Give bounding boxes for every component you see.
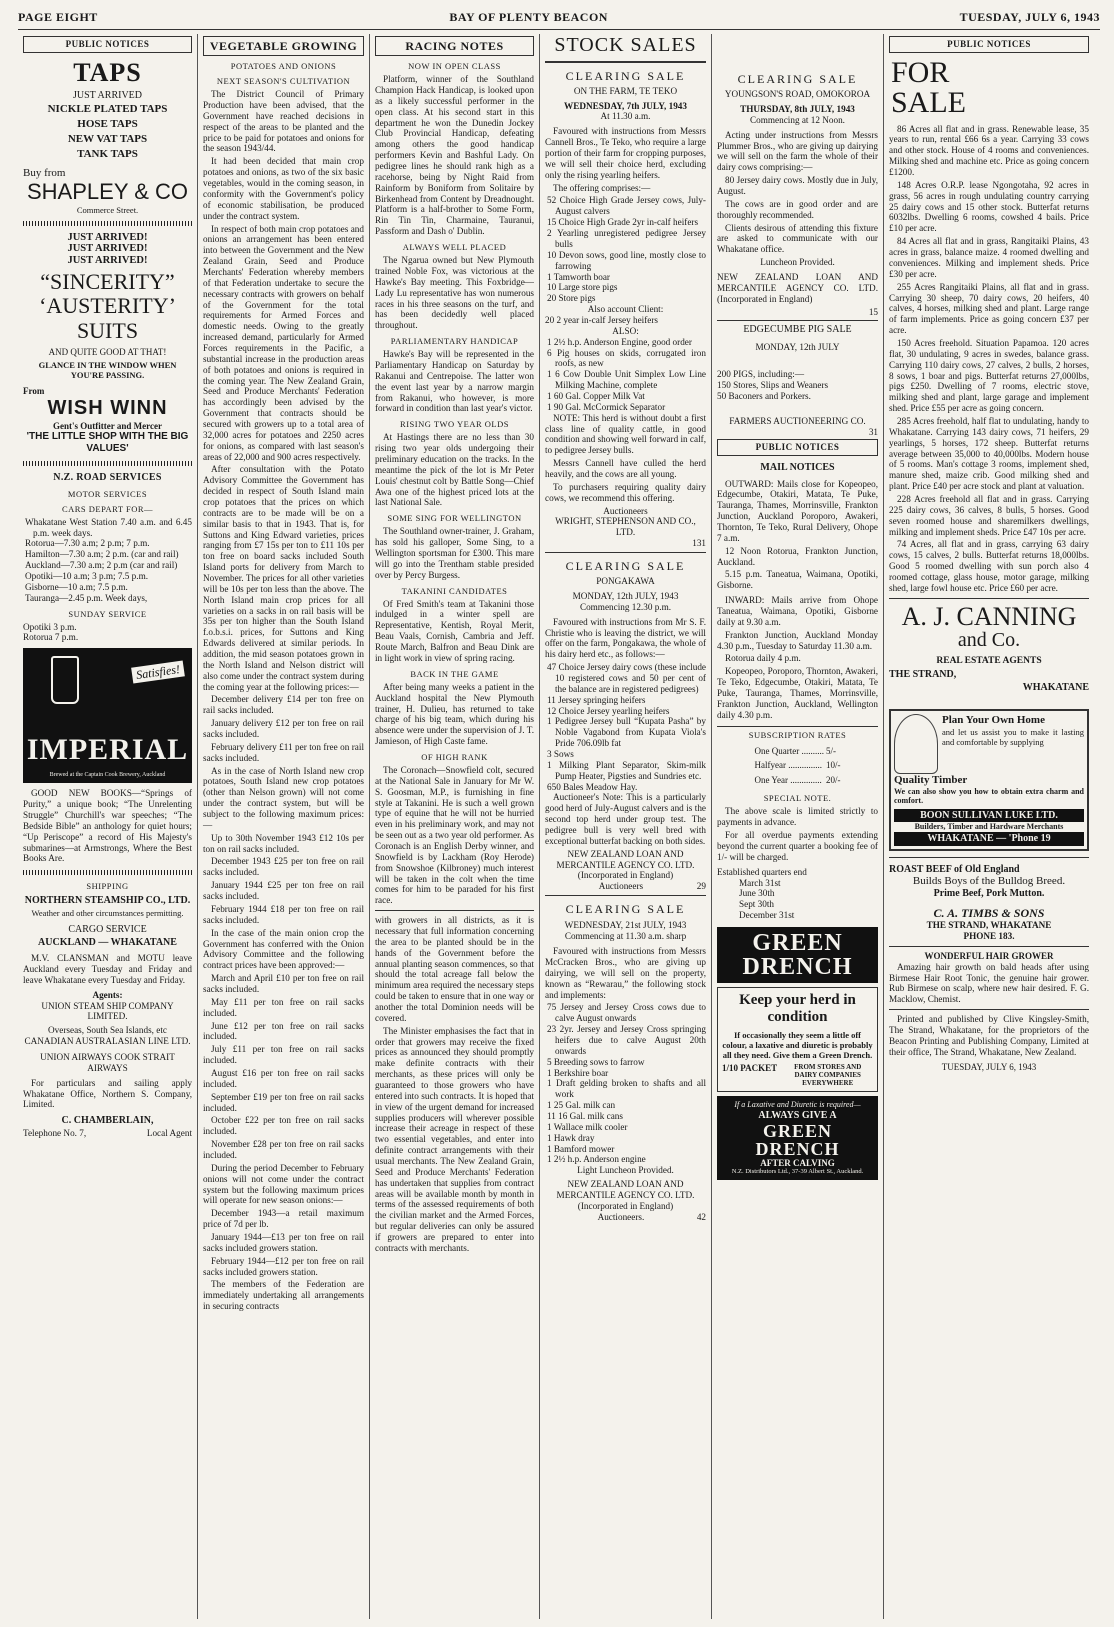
special-note-head: SPECIAL NOTE. <box>763 793 832 804</box>
article-paragraph: The Southland owner-trainer, J. Graham, has sold his galloper, Some Sing, to a Wellington sportsman for £300. This mare will go into the Trentham stable presided over by Percy Burgess. <box>375 526 534 580</box>
stock-item: 20 Store pigs <box>547 293 596 304</box>
stock-item: 650 Bales Meadow Hay. <box>547 781 638 792</box>
drench-body: If occasionally they seem a little off colour, a laxative and diuretic is probably all they need. Give them a Green Drench. <box>722 1029 873 1060</box>
article-subhead: OF HIGH RANK <box>421 751 488 762</box>
taps-line: JUST ARRIVED <box>73 90 142 102</box>
column-public-notices <box>18 34 198 1619</box>
shapley-address: Commerce Street. <box>76 204 139 215</box>
mail-five: 5.15 p.m. Taneatua, Waimana, Opotiki, Gisborne. <box>717 569 878 591</box>
stock-item: 1 Wallace milk cooler <box>547 1121 628 1132</box>
article-paragraph: January 1944—£13 per ton free on rail sacks included growers station. <box>203 1231 364 1253</box>
chamberlain: C. CHAMBERLAIN, <box>61 1115 154 1127</box>
article-paragraph: January delivery £12 per ton free on rail sacks included. <box>203 718 364 740</box>
section-header: VEGETABLE GROWING <box>203 36 364 56</box>
just-arrived: JUST ARRIVED! <box>67 243 148 255</box>
clearing-sale-head: CLEARING SALE <box>565 902 686 917</box>
article-subhead: RISING TWO YEAR OLDS <box>400 419 509 430</box>
quarters-head: Established quarters end <box>717 866 807 877</box>
article-paragraph: December 1943 £25 per ton free on rail sacks included. <box>203 856 364 878</box>
sale-date: WEDNESDAY, 7th JULY, 1943 <box>564 100 687 111</box>
article-paragraph: March and April £10 per ton free on rail sacks included. <box>203 973 364 994</box>
article-paragraph: December 1943—a retail maximum price of 7d per lb. <box>203 1208 364 1230</box>
incorporated: (Incorporated in England) <box>577 1200 674 1211</box>
stock-item: 1 Hawk dray <box>547 1132 595 1143</box>
sale-time: Commencing at 12 Noon. <box>750 114 845 125</box>
mail-kopeopeo: Kopeopeo, Poroporo, Thornton, Awakeri, Te Teko, Edgecumbe, Otakiri, Matata, Te Puke, Tauranga, Thames, Morrinsville, Frankton Junction, Auckland, Wellington daily 4.30 p.m. <box>717 666 878 720</box>
property-listing: 84 Acres all flat and in grass, Rangitaiki Plains, 43 acres in grass, balance maize. 4 roomed dwelling and conveniences. Milking and implement sheds. Price £30 per acre. <box>889 236 1089 279</box>
article-paragraph: It had been decided that main crop potatoes and onions, as two of the six basic vegetables, would in the coming season, in conformity with the Government's policy of economic stabilisation, be produced under the contract system. <box>203 156 364 221</box>
agent-contact <box>23 1128 192 1139</box>
sale-note: Messrs Cannell have culled the herd heavily, and the cows are all young. <box>545 458 706 479</box>
union-steam: UNION STEAM SHIP COMPANY LIMITED. <box>41 1000 174 1022</box>
mail-outward: OUTWARD: Mails close for Kopeopeo, Edgecumbe, Otakiri, Matata, Te Puke, Tauranga, Thames, Morrinsville, Frankton Junction, Auckland Poroporo, Awakeri, Thornton, Te Teko, Rural Delivery, Ohope 7 a.m. <box>717 478 878 543</box>
stock-item: 80 Jersey dairy cows. Mostly due in July, August. <box>717 175 878 197</box>
article-paragraph: May £11 per ton free on rail sacks included. <box>203 996 364 1018</box>
ad-number: 31 <box>868 426 878 437</box>
divider <box>23 870 192 875</box>
imperial-brewery: Brewed at the Captain Cook Brewery, Auckland <box>49 772 166 779</box>
luncheon: Luncheon Provided. <box>760 257 835 268</box>
stock-item: 1 2½ h.p. Anderson engine <box>547 1154 646 1165</box>
column-stock-sales <box>540 34 712 1619</box>
article-paragraph: January 1944 £25 per ton free on rail sacks included. <box>203 880 364 902</box>
article-subhead: BACK IN THE GAME <box>410 668 499 679</box>
pig-firm: FARMERS AUCTIONEERING CO. <box>729 415 866 426</box>
canning-name: A. J. CANNING <box>901 601 1077 631</box>
books-notice: GOOD NEW BOOKS—“Springs of Purity,” a unique book; “The Unrelenting Struggle” Churchill's war speeches; “The Bedside Bible” an anthology for quiet hours; “Up Periscope” a record of His Majesty's submarines—at Armstrongs, Where the Best Books Are. <box>23 788 192 864</box>
stock-sales-title: STOCK SALES <box>545 34 706 63</box>
article-paragraph: with growers in all districts, as it is necessary that full information concerning the area to be planted should be in the hands of the Government before the annual planting season commences, so that should the total acreage fall below the minimum area required the necessary steps could be taken to ensure that in one way or another the total Dominion needs will be covered. <box>375 915 534 1023</box>
rate-row: One Year .............. 20/- <box>754 774 841 785</box>
property-listing: 228 Acres freehold all flat and in grass. Carrying 225 dairy cows, 36 calves, 8 bulls, 5 horses. Good seven roomed house and sharemilkers dwellings, milking and implement sheds. Price £47 10s per acre. <box>889 493 1089 537</box>
stock-list <box>545 662 706 792</box>
sunday-service: SUNDAY SERVICE <box>68 608 147 619</box>
implement-item: 1 60 Gal. Copper Milk Vat <box>547 390 645 401</box>
article-paragraph: June £12 per ton free on rail sacks included. <box>203 1020 364 1042</box>
column-vegetable-growing <box>198 34 370 1619</box>
page-number: PAGE EIGHT <box>18 10 98 24</box>
timetable-row: Tauranga—2.45 p.m. Week days, <box>25 592 148 603</box>
pig-item: 50 Baconers and Porkers. <box>717 390 811 401</box>
sale-location: ON THE FARM, TE TEKO <box>573 85 678 96</box>
imperial-word: IMPERIAL <box>26 732 189 766</box>
stock-item: 10 Devon sows, good line, mostly close to farrowing <box>547 249 706 271</box>
article-paragraph: October £22 per ton free on rail sacks included. <box>203 1115 364 1137</box>
timetable-row: Rotorua 7 p.m. <box>23 632 79 643</box>
article-subhead: ALWAYS WELL PLACED <box>402 242 507 253</box>
subscription-head: SUBSCRIPTION RATES <box>717 726 878 740</box>
article-subhead: NOW IN OPEN CLASS <box>408 61 501 72</box>
sale-date: THURSDAY, 8th JULY, 1943 <box>740 104 855 115</box>
ad-number: 15 <box>868 306 878 317</box>
property-listings <box>889 124 1089 594</box>
timetable-row: Auckland—7.30 a.m; 2 p.m (car and rail) <box>25 560 178 571</box>
special-note: For all overdue payments extending beyond the current quarter a booking fee of 1/- will be charged. <box>717 830 878 862</box>
canadian-line: CANADIAN AUSTRALASIAN LINE LTD. <box>24 1036 191 1047</box>
rate-row: One Quarter .......... 5/- <box>754 745 836 756</box>
article-paragraph: February 1944—£12 per ton free on rail sacks included growers station. <box>203 1255 364 1277</box>
glance-text: GLANCE IN THE WINDOW WHEN YOU'RE PASSING. <box>38 360 177 381</box>
column-racing-notes <box>370 34 540 1619</box>
taps-line: NEW VAT TAPS <box>67 132 148 145</box>
property-listing: 148 Acres O.R.P. lease Ngongotaha, 92 acres in grass, 56 acres in rough undulating country carrying 25 dairy cows and 15 other stock. Butterfat returns 6032lbs. Dwelling 6 rooms, cowshed 4 bails. Price £10 per acre. <box>889 179 1089 234</box>
property-listing: 285 Acres freehold, half flat to undulating, handy to Whakatane. Carrying 143 dairy cows, 71 heifers, 29 yearlings, 5 horses, 172 sheep. Butterfat returns average between 35,000 to 40,000lbs. Modern house of 5 rooms. Man's cottage 3 rooms, implement shed, manure shed, maize crib. Good milking shed and plant. Price £40 per acre stock and plant at valuation. <box>889 415 1089 492</box>
special-note: The above scale is limited strictly to payments in advance. <box>717 806 878 828</box>
drench-after: AFTER CALVING <box>760 1157 835 1168</box>
stock-item: 2 Yearling unregistered pedigree Jersey bulls <box>547 228 706 249</box>
suits-line: ‘AUSTERITY’ <box>39 293 176 319</box>
plan-home: Plan Your Own Home <box>942 713 1045 726</box>
article-body <box>203 89 364 1312</box>
printed-by: Printed and published by Clive Kingsley-Smith, The Strand, Whakatane, for the proprietors of the Beacon Printing and Publishing Company, Limited at their office, The Strand, Whakatane, New Zealand. <box>889 1014 1089 1057</box>
paper-name: BAY OF PLENTY BEACON <box>449 10 608 24</box>
buy-from: Buy from <box>23 167 66 180</box>
mail-noon: 12 Noon Rotorua, Frankton Junction, Auckland. <box>717 545 878 567</box>
sale-note: NOTE: This herd is without doubt a first class line of quality cattle, in good condition and showing well forward in calf, to pedigree Jersey bulls. <box>545 412 706 456</box>
suits-line: SUITS <box>76 317 139 343</box>
mail-rotorua: Rotorua daily 4 p.m. <box>725 653 801 664</box>
implement-item: 1 6 Cow Double Unit Simplex Low Line Milking Machine, complete <box>547 369 706 391</box>
pig-item: 200 PIGS, including:— <box>717 369 805 380</box>
timbs-address: THE STRAND, WHAKATANE <box>926 920 1052 931</box>
footer-date: TUESDAY, JULY 6, 1943 <box>941 1061 1037 1072</box>
cars-depart: CARS DEPART FOR— <box>61 503 154 514</box>
drench-dist: N.Z. Distributors Ltd., 37-39 Albert St., Auckland. <box>731 1168 864 1176</box>
drench-if: If a Laxative and Diuretic is required— <box>734 1100 861 1110</box>
stock-item: 12 Choice Jersey yearling heifers <box>547 705 670 716</box>
auctioneer-firm: NEW ZEALAND LOAN AND MERCANTILE AGENCY CO. LTD. <box>556 848 695 870</box>
stock-item: 1 25 Gal. milk can <box>547 1100 616 1111</box>
article-paragraph: Up to 30th November 1943 £12 10s per ton on rail sacks included. <box>203 832 364 854</box>
cargo-service: CARGO SERVICE <box>68 923 147 935</box>
article-paragraph: February delivery £11 per ton free on rail sacks included. <box>203 741 364 763</box>
article-paragraph: The Ngarua owned but New Plymouth trained Noble Fox, was victorious at the Hawke's Bay meeting. This Foxbridge—Lady Lu representative has won numerous races in his three seasons on the turf, and has been decidedly well placed throughout. <box>375 255 534 331</box>
auctioneers-label: Auctioneers <box>603 505 648 516</box>
clearing-sale-head: CLEARING SALE <box>565 68 686 83</box>
article-subhead: PARLIAMENTARY HANDICAP <box>390 336 519 347</box>
sale-note: Clients desirous of attending this fixture are asked to communicate with our Whakatane office. <box>717 222 878 255</box>
clearing-sale-head: CLEARING SALE <box>565 558 686 573</box>
stock-item: 52 Choice High Grade Jersey cows, July-August calvers <box>547 195 706 217</box>
sale-note: To purchasers requiring quality dairy cows, we recommend this offering. <box>545 481 706 503</box>
luncheon: Light Luncheon Provided. <box>577 1165 674 1176</box>
article-paragraph: At Hastings there are no less than 30 rising two year olds undergoing their preliminary education on the tracks. In the meantime the pick of the lot is Mr Peter Louis' chestnut colt by Battle Song—Chief Awa one of the highest priced lots at the last National Sale. <box>375 432 534 508</box>
plan-body: and let us assist you to make it lasting and comfortable by supplying <box>942 726 1084 747</box>
article-paragraph: As in the case of North Island new crop potatoes, South Island new crop potatoes (other than Nelson grown) will not come under the contract system, but will be subject to the following maximum prices:— <box>203 765 364 830</box>
subscription-table <box>753 743 843 789</box>
northern-steamship: NORTHERN STEAMSHIP CO., LTD. <box>24 895 191 907</box>
stock-item: 1 Tamworth boar <box>547 271 610 282</box>
auctioneer-firm: NEW ZEALAND LOAN AND MERCANTILE AGENCY CO. LTD. (Incorporated in England) <box>717 272 878 304</box>
sale-date: WEDNESDAY, 21st JULY, 1943 <box>564 920 687 931</box>
drench-title-2: GREEN DRENCH <box>755 1120 840 1159</box>
auckland-whakatane: AUCKLAND — WHAKATANE <box>38 936 177 948</box>
property-listing: 86 Acres all flat and in grass. Renewable lease, 35 years to run, rental £66 6s a year. Carrying 33 cows and other stock. House of 4 rooms and conveniences. Milking shed and machine etc. Price as going concern £1200. <box>889 123 1089 178</box>
article-subhead: NEXT SEASON'S CULTIVATION <box>216 76 351 87</box>
drench-always: ALWAYS GIVE A <box>758 1109 837 1121</box>
stock-list <box>545 1002 706 1165</box>
timetable-row: Opotiki—10 a.m; 3 p.m; 7.5 p.m. <box>25 571 149 581</box>
stock-item: 47 Choice Jersey dairy cows (these include 10 registered cows and 50 per cent of the balance are in registered pedigrees) <box>547 662 706 694</box>
article-paragraph: The Minister emphasises the fact that in order that growers may receive the fixed prices as announced they should promptly make definite contracts with their merchants, as these prices will only be guaranteed to those growers who have entered into such contracts. It is hoped that in view of the urgent demand for increased supplies producers will wherever possible increase their acreage in respect of these two essential vegetables, and enter into definite contract arrangements with their usual merchants. The New Zealand Grain, Seed and Produce Merchants' Federation has undertaken that supplies from contract areas will be available month by month in terms of the assessed requirements of both the civilian market and the Armed Forces, but regular deliveries can only be assured if growers are prepared to enter into contracts with merchants. <box>375 1025 534 1253</box>
article-paragraph: The District Council of Primary Production have been advised, that the Government have reached decisions in respect of the areas to be planted and the price to be paid for potatoes and onions for the season 1943/44. <box>203 89 364 154</box>
sale-offering: The offering comprises:— <box>553 182 651 193</box>
quality-timber: Quality Timber <box>894 773 968 786</box>
sale-time: At 11.30 a.m. <box>600 111 651 122</box>
overseas: Overseas, South Sea Islands, etc <box>48 1025 167 1036</box>
property-listing: 74 Acres, all flat and in grass, carrying 63 dairy cows, 15 calves, 2 bulls. Butterfat returns 18,000lbs. Good 5 roomed dwelling with sun porch also 4 roomed cottage, glass house, motor garage, milking shed, large fowl house etc. Price £60 per acre. <box>889 539 1089 593</box>
hair-head: WONDERFUL HAIR GROWER <box>924 951 1054 962</box>
drench-keep: Keep your herd in condition <box>739 992 856 1026</box>
just-arrived: JUST ARRIVED! <box>67 254 148 266</box>
stock-item: 10 Large store pigs <box>547 282 618 293</box>
article-paragraph: After consultation with the Potato Advisory Committee the Government has decided in respect of South Island main crop potatoes that the prices on which contracts are to be made will be on a similar basis to that in 1943. That is, for Suttons and King Edward varieties, prices ranging from £7 15s per ton to £11 10s per ton free on board sacks included South Island ports for delivery from March to November. The prices for all other varieties will be 10s per ton less than the above. The North Island main crop prices for all varieties on a sacks in on rail basis will be 35s per ton higher than the South Island f.o.b.s.i. prices, for Suttons and King Edwards delivered at similar periods. In addition, the mid season potatoes grown in the North Island and Nelson district will also come under the contract system during the coming year at the following prices:— <box>203 464 364 692</box>
airways: UNION AIRWAYS COOK STRAIT AIRWAYS <box>40 1052 175 1073</box>
boon-sullivan-ad <box>889 709 1089 851</box>
article-paragraph: August £16 per ton free on rail sacks included. <box>203 1067 364 1089</box>
article-subhead: TAKANINI CANDIDATES <box>401 585 508 596</box>
drench-footer <box>717 1096 878 1180</box>
timetable-row: Gisborne—10 a.m; 7.5 p.m. <box>25 581 128 592</box>
bird-illustration-icon <box>894 714 938 774</box>
article-paragraph: Hawke's Bay will be represented in the Parliamentary Handicap on Saturday by Rakanui and Centrepoise. The latter won the event last year by a narrow margin from Rakanui, who however, is more forward in condition than last year's victor. <box>375 349 534 414</box>
taps-line: HOSE TAPS <box>77 117 138 130</box>
implement-item: 1 2½ h.p. Anderson Engine, good order <box>547 336 692 347</box>
drench-stores: FROM STORES AND DAIRY COMPANIES EVERYWHERE <box>794 1062 862 1088</box>
for-sale-title: FOR SALE <box>891 55 966 119</box>
drench-body-box <box>717 987 878 1092</box>
divider <box>23 461 192 466</box>
implement-item: 6 Pig houses on skids, corrugated iron roofs, as new <box>547 347 706 369</box>
stock-item: 1 Milking Plant Separator, Skim-milk Pump Heater, Pigsties and Sundries etc. <box>547 759 706 781</box>
outfitter: Gent's Outfitter and Mercer <box>53 420 162 431</box>
particulars: For particulars and sailing apply Whakatane Office, Northern S. Company, Limited. <box>23 1077 192 1110</box>
stock-item: 15 Choice High Grade 2yr in-calf heifers <box>547 217 699 228</box>
from-text: From <box>23 386 45 397</box>
imperial-ad <box>23 648 192 783</box>
column-for-sale <box>884 34 1094 1619</box>
weather-note: Weather and other circumstances permitting. <box>31 907 184 918</box>
article-paragraph: Of Fred Smith's team at Takanini those indulged in a winter spell are Representative, Kentish, Royal Merit, Beau Vaals, Cornish, Cambria and Jeff. Route March, Balfron and Beau Dink are in light work in view of spring racing. <box>375 598 534 663</box>
sale-intro: Favoured with instructions from Messrs McCracken Bros., who are giving up dairying, we will sell on the property, known as “Rewarau,” the following stock and implements: <box>545 946 706 1000</box>
canning-co: and Co. <box>957 629 1021 651</box>
prime-meat: Prime Beef, Pork Mutton. <box>933 888 1045 900</box>
show-text: We can also show you how to obtain extra charm and comfort. <box>894 786 1084 806</box>
ad-number: 42 <box>696 1211 706 1222</box>
article-paragraph: The members of the Federation are immediately undertaking all arrangements in securing contracts <box>203 1279 364 1312</box>
drench-price: 1/10 PACKET <box>722 1062 778 1073</box>
stock-item: 23 2yr. Jersey and Jersey Cross springing heifers due to calve August 20th onwards <box>547 1024 706 1056</box>
stock-item: 11 16 Gal. milk cans <box>547 1110 623 1121</box>
telephone: Telephone No. 7, <box>23 1127 87 1138</box>
suits-line: “SINCERITY” <box>40 269 175 295</box>
quarter-list: March 31st June 30th Sept 30th December 31st <box>739 877 795 921</box>
auctioneers-label: Auctioneers <box>598 881 644 892</box>
article-paragraph: December delivery £14 per ton free on rail sacks included. <box>203 694 364 716</box>
sale-time: Commencing 12.30 p.m. <box>579 601 672 612</box>
sale-location: YOUNGSON'S ROAD, OMOKOROA <box>724 89 871 100</box>
pig-item: 150 Stores, Slips and Weaners <box>717 380 829 390</box>
boon-sub: Builders, Timber and Hardware Merchants <box>914 822 1064 832</box>
issue-date: TUESDAY, JULY 6, 1943 <box>959 10 1100 24</box>
timbs-name: C. A. TIMBS & SONS <box>933 906 1045 921</box>
boon-phone: WHAKATANE — 'Phone 19 <box>894 832 1084 846</box>
property-listing: 255 Acres Rangitaiki Plains, all flat and in grass. Carrying 30 sheep, 70 dairy cows, 20 heifers, 40 calves, 4 horses, milking shed and plant. Large range of farm implements. Price as going concern £37 per acre. <box>889 281 1089 336</box>
wish-winn: WISH WINN <box>47 397 168 420</box>
timetable-row: Hamilton—7.30 a.m; 2 p.m. (car and rail) <box>25 549 179 560</box>
shipping-head: SHIPPING <box>86 881 129 892</box>
article-paragraph: During the period December to February onions will not come under the contract system but the following maximum prices will operate for new season onions:— <box>203 1162 364 1206</box>
auctioneers-label: Auctioneers. <box>597 1211 645 1222</box>
implement-item: 1 90 Gal. McCormick Separator <box>547 401 666 412</box>
article-subhead: POTATOES AND ONIONS <box>230 61 337 72</box>
stock-item: 1 Draft gelding broken to shafts and all work <box>547 1078 706 1100</box>
stock-item: 5 Breeding sows to farrow <box>547 1056 645 1067</box>
sale-intro: Acting under instructions from Messrs Plummer Bros., who are giving up dairying we will sell on the farm the whole of their dairy cows comprising:— <box>717 129 878 173</box>
article-paragraph: July £11 per ton free on rail sacks included. <box>203 1044 364 1066</box>
taps-line: NICKLE PLATED TAPS <box>47 103 168 116</box>
sale-note: Auctioneer's Note: This is a particularly good herd of July-August calvers and is the second top herd under group test. The pedigree bull is very well bred with exceptional butterfat backing on both sides. <box>545 792 706 846</box>
article-paragraph: February 1944 £18 per ton free on rail sacks included. <box>203 903 364 925</box>
stock-item: 3 Sows <box>547 749 574 760</box>
shapley-name: SHAPLEY & CO <box>27 179 188 205</box>
stock-item: 1 Berkshire boar <box>547 1067 609 1078</box>
stock-item: 11 Jersey springing heifers <box>547 694 646 705</box>
auctioneer-firm: NEW ZEALAND LOAN AND MERCANTILE AGENCY CO. LTD. <box>556 1179 695 1200</box>
stock-item: 1 Pedigree Jersey bull “Kupata Pasha” by Noble Vagabond from Kupata Viola's Pride 706.09lb fat <box>547 716 706 749</box>
column-sales-and-notices <box>712 34 884 1619</box>
green-drench-ad <box>717 927 878 983</box>
clearing-sale-head: CLEARING SALE <box>737 72 858 86</box>
article-paragraph: September £19 per ton free on rail sacks included. <box>203 1091 364 1113</box>
auctioneer-firm: WRIGHT, STEPHENSON AND CO., LTD. <box>555 516 696 538</box>
taps-line: TANK TAPS <box>77 147 138 160</box>
incorporated: (Incorporated in England) <box>577 870 674 881</box>
sale-date: MONDAY, 12th JULY, 1943 <box>572 591 679 601</box>
sale-intro: Favoured with instructions from Mr S. F. Christie who is leaving the district, we will offer on the farm, Pongakawa, the whole of his dairy herd etc., as follows:— <box>545 616 706 660</box>
agents-label: Agents: <box>92 989 123 1000</box>
good-text: AND QUITE GOOD AT THAT! <box>48 346 167 357</box>
hair-text: Amazing hair growth on bald heads after using Birmese Hair Root Tonic, the genuine hair grower. Rub Birmese on scalp, where new hair desired. F. G. Macklow, Chemist. <box>889 961 1089 1005</box>
timetable-row: Rotorua—7.30 a.m; 2 p.m; 7 p.m. <box>25 538 150 549</box>
article-paragraph: In the case of the main onion crop the Government has conferred with the Onion Advisory Committee and the following contract prices have been approved:— <box>203 927 364 971</box>
mail-inward: INWARD: Mails arrive from Ohope Taneatua, Waimana, Opotiki, Gisborne daily at 9.30 a.m. <box>717 595 878 627</box>
section-header: PUBLIC NOTICES <box>23 36 192 53</box>
little-shop: 'THE LITTLE SHOP WITH THE BIG VALUES' <box>26 431 189 455</box>
article-paragraph: November £28 per ton free on rail sacks included. <box>203 1139 364 1160</box>
timetable-row: Opotiki 3 p.m. <box>23 621 77 632</box>
pig-sale-head: EDGECUMBE PIG SALE <box>743 324 852 336</box>
implement-list <box>545 337 706 413</box>
real-estate-agents: REAL ESTATE AGENTS <box>936 656 1042 666</box>
property-listing: 150 Acres freehold. Situation Papamoa. 120 acres flat, 30 undulating, 9 acres in swedes, balance grass. Carrying 110 dairy cows, 27 calves, 2 bulls, 2 horses, 8 sows, 1 boar and pigs. Butterfat returns 27,000lbs, pigs £250. Dwelling of 7 rooms, electric stove, milking shed and plant, large garage and implement shed. Price £55 per acre as going concern. <box>889 337 1089 414</box>
strand: THE STRAND, <box>889 668 957 680</box>
timbs-phone: PHONE 183. <box>963 931 1015 942</box>
timetable <box>23 517 192 604</box>
timetable-row: Whakatane West Station 7.40 a.m. and 6.45 p.m. week days. <box>25 516 192 538</box>
mail-frankton: Frankton Junction, Auckland Monday 4.30 p.m., Tuesday to Saturday 11.30 a.m. <box>717 629 878 651</box>
sale-intro: Favoured with instructions from Messrs Cannell Bros., Te Teko, who require a large portion of their farm for cropping purposes, we will sell their choice herd, excluding only the rising yearling heifers. <box>545 126 706 180</box>
stock-item: 75 Jersey and Jersey Cross cows due to calve August onwards <box>547 1002 706 1024</box>
road-services-head: N.Z. ROAD SERVICES <box>53 471 162 483</box>
pig-sale-date: MONDAY, 12th JULY <box>755 342 840 353</box>
stock-item: 20 2 year in-calf Jersey heifers <box>545 314 659 325</box>
sale-note: The cows are in good order and are thoroughly recommended. <box>717 198 878 220</box>
stock-item: 1 Bamford mower <box>547 1143 615 1154</box>
article-paragraph: The Coronach—Snowfield colt, secured at the National Sale in January for Mr W. S. Goosman, M.P., is furnishing in fine style at Takanini. He is such a well grown type of equine that he will not be hurried even in his preliminary work, and may not be seen out as a two year old performer. As Coronach is an English Derby winner, and Snowfield is by Lackham (Roy Herode) from Snowshoe (Kilbroney) much interest will be taken in the colt when the time comes for him to be paraded for his first race. <box>375 764 534 906</box>
sale-time: Commencing at 11.30 a.m. sharp <box>564 931 687 942</box>
rate-row: Halfyear ............... 10/- <box>754 760 841 771</box>
beer-glass-icon <box>51 656 79 704</box>
whakatane: WHAKATANE <box>1022 682 1089 694</box>
imperial-slogan: Satisfies! <box>131 661 185 684</box>
boon-name: BOON SULLIVAN LUKE LTD. <box>894 809 1084 823</box>
section-header: PUBLIC NOTICES <box>717 439 878 456</box>
sale-location: PONGAKAWA <box>596 576 655 587</box>
mail-notices-head: MAIL NOTICES <box>760 462 835 474</box>
section-header: RACING NOTES <box>375 36 534 56</box>
also-label: ALSO: <box>612 325 639 336</box>
article-paragraph: Platform, winner of the Southland Champion Hack Handicap, is looked upon as a likely successful performer in the open class. At his second start in this department he won the Dunedin Jockey Club Provincial Handicap, defeating among others the good handicap performers Kevin and Bashful Lady. On pedigree lines he should rank high as a racehorse, being by Night Raid from Rainform by Boniform from Solitaire by Birkenhead from Content by Dreadnought. Platform is a half-brother to Some Form, Rin Tin Tin, Charmaine, Tauranui, Passform and Dash o' Dublin. <box>375 74 534 237</box>
masthead <box>18 10 1100 30</box>
article-paragraph: In respect of both main crop potatoes and onions an arrangement has been entered into between the Government and the New Zealand Grain, Seed and Produce Merchants' Federation whereby members of that Federation undertake to secure the necessary contracts with growers on behalf of the Government for the total requirements for Armed Forces and domestic needs. Owing to the greatly increased demand, particularly for Armed Forces requirements in the Pacific, a substantial increase in the production areas of both potatoes and onions is required in the coming year. The New Zealand Grain, Seed and Produce Merchants' Federation has accordingly been advised by the Government that contracts should be secured with growers up to a total area of 32,000 acres for potatoes and 2250 acres for onions, as compared with last season's areas of 22,000 and 900 acres respectively. <box>203 223 364 462</box>
roast-beef: ROAST BEEF of Old England <box>889 863 1020 875</box>
ad-number: 131 <box>692 538 706 549</box>
divider <box>23 221 192 226</box>
article-paragraph: After being many weeks a patient in the Auckland hospital the New Plymouth trainer, H. Dulieu, has returned to take charge of his big team, which during his absence were under the supervision of J. T. Jamieson, of High Caste fame. <box>375 681 534 747</box>
article-subhead: SOME SING FOR WELLINGTON <box>387 513 522 524</box>
stock-list <box>545 195 706 304</box>
bulldog: Builds Boys of the Bulldog Breed. <box>912 875 1066 888</box>
section-header: PUBLIC NOTICES <box>889 36 1089 53</box>
clansman-text: M.V. CLANSMAN and MOTU leave Auckland every Tuesday and Friday and leave Whakatane every Tuesday and Friday. <box>23 953 192 985</box>
client-label: Also account Client: <box>587 304 664 315</box>
drench-title: GREEN DRENCH <box>742 930 853 981</box>
just-arrived: JUST ARRIVED! <box>67 231 148 243</box>
local-agent: Local Agent <box>146 1127 192 1138</box>
taps-title: TAPS <box>73 57 142 87</box>
motor-services: MOTOR SERVICES <box>67 488 148 499</box>
ad-number: 29 <box>696 881 706 892</box>
